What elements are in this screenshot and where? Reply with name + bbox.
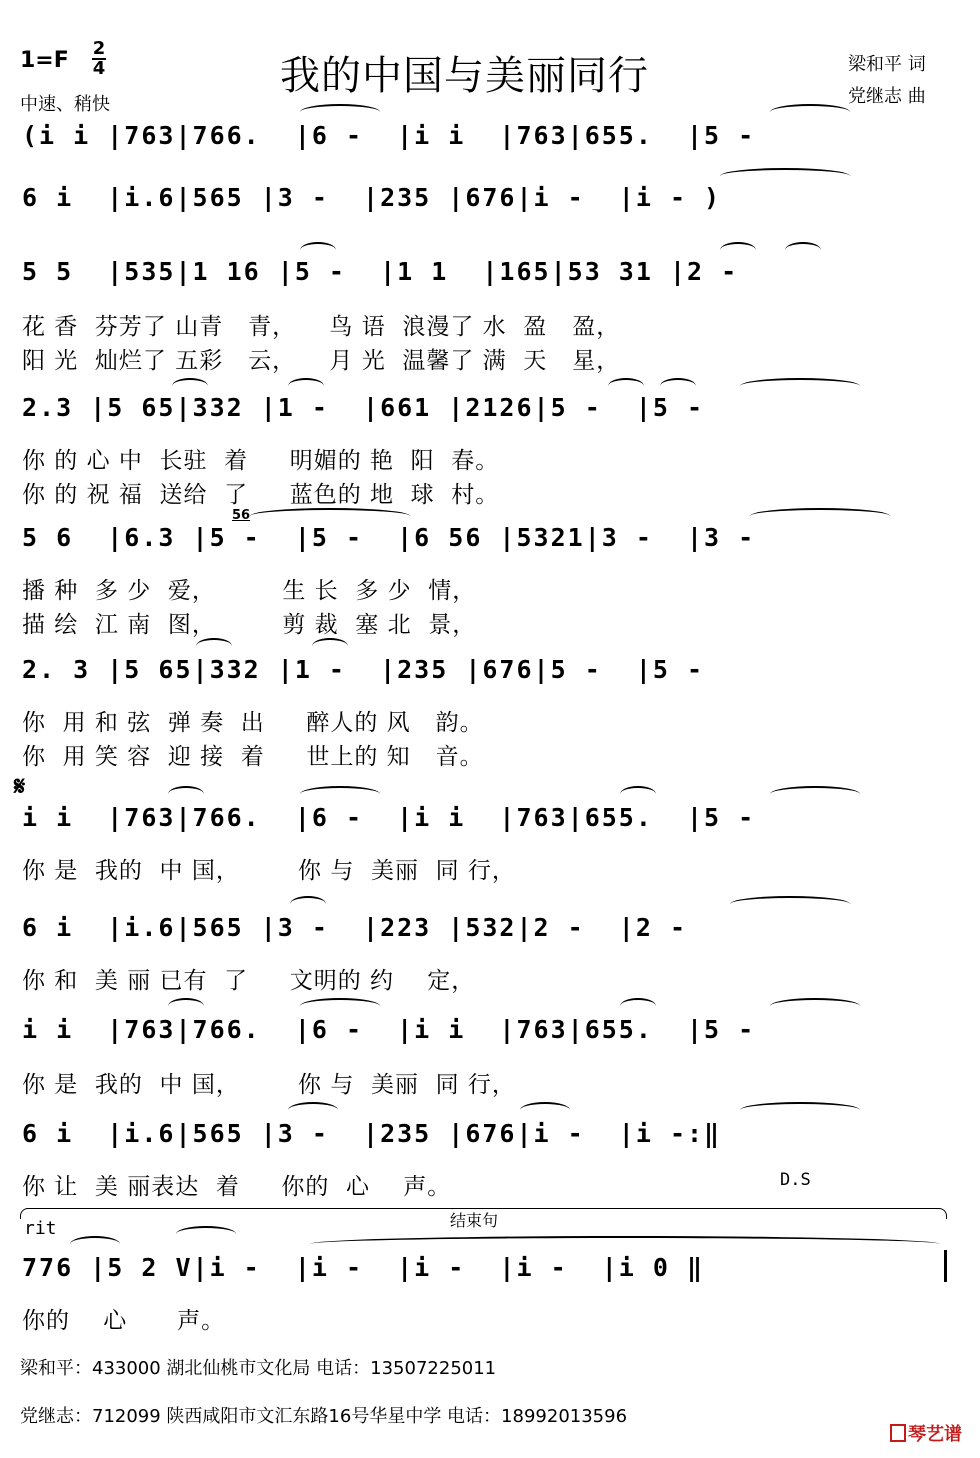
- score-system-5: 5 6 |6.3 |5 - |5 - |6 56 |5321|3 - |3 -: [22, 523, 756, 552]
- slur: [172, 378, 208, 394]
- score-system-8: 6 i |i.6|565 |3 - |223 |532|2 - |2 -: [22, 913, 687, 942]
- ds-marking: D.S: [780, 1170, 811, 1190]
- slur: [300, 998, 380, 1014]
- slur: [720, 242, 756, 258]
- slur: [608, 378, 644, 394]
- slur: [300, 242, 336, 258]
- slur: [750, 508, 890, 524]
- key-signature: 1=F: [20, 48, 69, 73]
- ending-label: 结束句: [450, 1211, 499, 1230]
- slur: [168, 786, 204, 802]
- score-system-3: 5 5 |535|1 16 |5 - |1 1 |165|53 31 |2 -: [22, 257, 739, 286]
- score-system-10: 6 i |i.6|565 |3 - |235 |676|i - |i -:‖: [22, 1119, 722, 1148]
- tempo-marking: 中速、稍快: [20, 94, 110, 115]
- slur: [312, 638, 348, 654]
- score-system-6: 2. 3 |5 65|332 |1 - |235 |676|5 - |5 -: [22, 655, 705, 684]
- slur: [770, 786, 860, 802]
- slur: [770, 998, 860, 1014]
- lyricist-credit: 梁和平 词: [848, 54, 926, 75]
- lyric-verse-2: 你 用 笑 容 迎 接 着 世上的 知 音。: [22, 744, 484, 770]
- song-title: 我的中国与美丽同行: [280, 53, 649, 99]
- segno-sign: 𝄋: [14, 772, 26, 802]
- slur: [250, 508, 410, 524]
- slur: [168, 998, 204, 1014]
- slur: [620, 786, 656, 802]
- slur: [288, 1102, 338, 1118]
- score-system-9: i i |763|766. |6 - |i i |763|655. |5 -: [22, 1015, 756, 1044]
- slur: [310, 1236, 940, 1252]
- slur: [620, 998, 656, 1014]
- slur: [300, 104, 380, 120]
- slur: [740, 1102, 860, 1118]
- score-system-4: 2.3 |5 65|332 |1 - |661 |2126|5 - |5 -: [22, 393, 705, 422]
- lyric-verse-1: 你 用 和 弦 弹 奏 出 醉人的 风 韵。: [22, 710, 484, 736]
- score-system-11: 776 |5 2 V|i - |i - |i - |i - |i 0 ‖: [22, 1253, 705, 1282]
- slur: [300, 786, 380, 802]
- lyric-verse-1: 你 的 心 中 长驻 着 明媚的 艳 阳 春。: [22, 448, 500, 474]
- lyric-chorus: 你 和 美 丽 已有 了 文明的 约 定，: [22, 968, 476, 994]
- contact-lyricist: 梁和平：433000 湖北仙桃市文化局 电话：13507225011: [20, 1358, 497, 1379]
- composer-credit: 党继志 曲: [848, 86, 926, 107]
- lyric-verse-1: 花 香 芬芳了 山青 青， 鸟 语 浪漫了 水 盈 盈，: [22, 314, 621, 340]
- lyric-verse-2: 描 绘 江 南 图， 剪 裁 塞 北 景，: [22, 612, 477, 638]
- slur: [740, 378, 860, 394]
- score-system-1: (i i |763|766. |6 - |i i |763|655. |5 -: [22, 121, 756, 150]
- lyric-ending: 你的 心 声。: [22, 1308, 226, 1334]
- time-signature: 2 4: [92, 38, 106, 79]
- score-system-2: 6 i |i.6|565 |3 - |235 |676|i - |i - ): [22, 183, 722, 212]
- logo-text: 琴艺谱: [908, 1424, 962, 1445]
- slur: [660, 378, 696, 394]
- slur: [520, 1102, 570, 1118]
- contact-composer: 党继志：712099 陕西咸阳市文汇东路16号华星中学 电话：18992013596: [20, 1406, 628, 1424]
- lyric-verse-2: 你 的 祝 福 送给 了 蓝色的 地 球 村。: [22, 482, 500, 508]
- slur: [785, 242, 821, 258]
- final-barline: [944, 1250, 947, 1282]
- lyric-chorus: 你 是 我的 中 国， 你 与 美丽 同 行，: [22, 1072, 516, 1098]
- rit-marking: rit: [24, 1218, 57, 1239]
- slur: [730, 896, 850, 912]
- lyric-chorus: 你 是 我的 中 国， 你 与 美丽 同 行，: [22, 858, 516, 884]
- slur: [720, 168, 850, 184]
- site-logo: [890, 1420, 962, 1446]
- lyric-verse-1: 播 种 多 少 爱， 生 长 多 少 情，: [22, 578, 477, 604]
- lyric-verse-2: 阳 光 灿烂了 五彩 云， 月 光 温馨了 满 天 星，: [22, 348, 621, 374]
- slur: [176, 1226, 236, 1242]
- slur: [70, 1236, 120, 1252]
- piano-icon: [890, 1424, 906, 1442]
- slur: [290, 896, 326, 912]
- lyric-chorus: 你 让 美 丽表达 着 你的 心 声。: [22, 1174, 452, 1200]
- grace-notes: 56: [232, 508, 251, 523]
- score-system-7: i i |763|766. |6 - |i i |763|655. |5 -: [22, 803, 756, 832]
- slur: [770, 104, 850, 120]
- slur: [288, 378, 324, 394]
- slur: [196, 638, 232, 654]
